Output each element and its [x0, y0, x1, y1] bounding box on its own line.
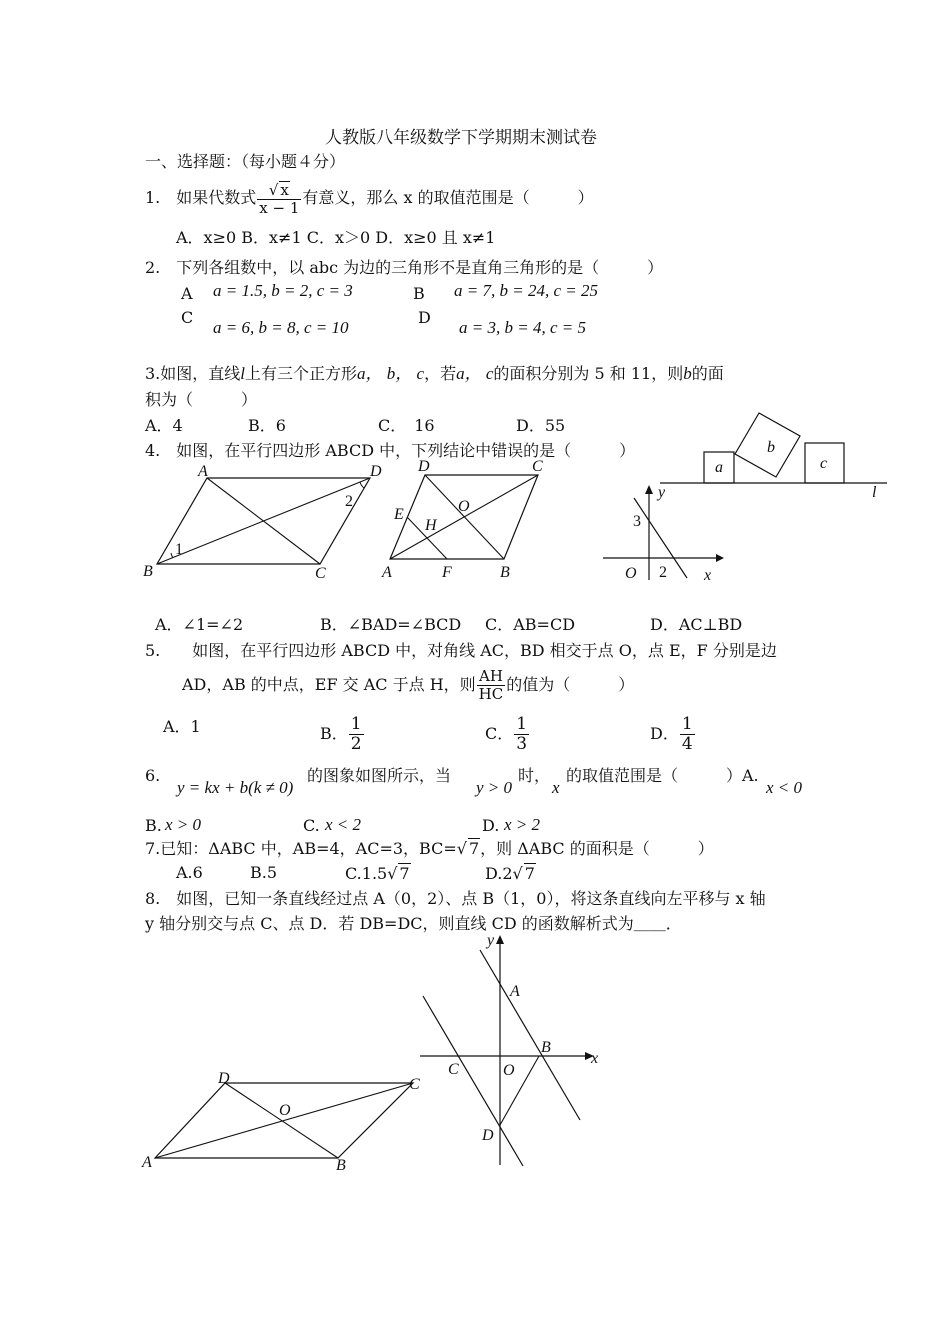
vertex-a-2: A [382, 564, 392, 581]
point-c-8: C [448, 1061, 459, 1078]
point-o-3: O [279, 1102, 291, 1119]
y-intercept-label: 3 [633, 513, 641, 530]
q6-option-d: x > 2 [504, 815, 541, 834]
vertex-d: D [370, 463, 382, 480]
q6-option-c: x < 2 [325, 815, 362, 834]
q5-frac-den: HC [478, 685, 504, 703]
parallelogram-o-figure [138, 1070, 428, 1175]
page-title: 人教版八年级数学下学期期末测试卷 [325, 128, 597, 148]
point-d-8: D [482, 1127, 494, 1144]
diagonal-ac [207, 478, 320, 564]
q6-option-c-label: C. [303, 816, 320, 835]
q7-radicand: 7 [468, 839, 480, 858]
linear-function-graph [598, 480, 728, 590]
q5-option-c [485, 712, 530, 756]
q3-text-e: 的面 [691, 364, 724, 383]
q4-option-c: C．AB=CD [485, 615, 576, 634]
q5-option-c-den: 3 [516, 734, 528, 754]
q5-option-b-num: 1 [350, 714, 362, 734]
q7-option-d-radicand: 7 [524, 864, 535, 883]
q2-option-d: a = 3, b = 4, c = 5 [459, 318, 586, 337]
q3-line2: 积为（ ） [145, 390, 258, 409]
q1-fraction: $\frac{√ x}{x - 1}$ [259, 180, 300, 217]
q3-option-d: D．55 [516, 416, 566, 435]
q5-option-d-num: 1 [681, 714, 693, 734]
q3-option-a: A．4 [145, 416, 183, 435]
line-ab [480, 950, 580, 1120]
q5-option-b [320, 712, 365, 756]
q5-option-d [650, 712, 696, 756]
q2-label-b: B [413, 284, 425, 303]
section-heading: 一、选择题：（每小题４分） [145, 152, 346, 171]
q4-option-d: D．AC⊥BD [650, 615, 743, 634]
y-axis-arrow-8 [496, 935, 504, 944]
q5-fraction [477, 668, 506, 703]
diagonal-bd-3 [225, 1083, 338, 1158]
angle-1-label: 1 [175, 541, 183, 558]
q7-option-d-prefix: D.2 [485, 864, 513, 883]
vertex-a-3: A [142, 1154, 152, 1171]
diagonal-ac-3 [155, 1083, 413, 1158]
vertex-c-2: C [532, 458, 543, 475]
q7-text-b: ，则 ΔABC 的面积是（ ） [480, 839, 714, 858]
q7-stem: 7.已知：ΔABC 中，AB=4，AC=3，BC=√ 7，则 ΔABC 的面积是（ ） [145, 839, 714, 858]
parallelogram-midpoints-figure [380, 455, 555, 585]
q5-option-d-prefix: D． [650, 724, 679, 743]
q5-line1: 5. 如图，在平行四边形 ABCD 中，对角线 AC，BD 相交于点 O，点 E，F 分别是边 [145, 641, 777, 660]
q6-expression: y = kx + b(k ≠ 0) [177, 778, 294, 797]
q3-text-b: 上有三个正方形 [245, 364, 358, 383]
translation-figure [415, 930, 610, 1170]
q5-option-c-num: 1 [516, 714, 528, 734]
x-axis-label: x [704, 567, 712, 584]
label-l: l [872, 484, 877, 501]
q6-text-mid: 的图象如图所示，当 [307, 766, 452, 785]
q5-option-b-den: 2 [350, 734, 362, 754]
q7-option-c-prefix: C.1.5 [345, 864, 388, 883]
q5-text-a: AD，AB 的中点，EF 交 AC 于点 H，则 [182, 675, 476, 694]
q2-option-a: a = 1.5, b = 2, c = 3 [213, 281, 353, 300]
q7-text-a: 7.已知：ΔABC 中，AB=4，AC=3，BC= [145, 839, 457, 858]
q4-option-a: A．∠1=∠2 [155, 615, 244, 634]
q8-line1: 8. 如图，已知一条直线经过点 A（0，2）、点 B（1，0），将这条直线向左平移与 x 轴 [145, 889, 766, 908]
q2-label-c: C [181, 308, 194, 327]
origin-label: O [625, 565, 637, 582]
q3-text-d: 的面积分别为 5 和 11，则 [493, 364, 684, 383]
q2-option-c: a = 6, b = 8, c = 10 [213, 318, 349, 337]
q3-text-a: 3.如图，直线 [145, 364, 241, 383]
q5-option-a: A．1 [163, 717, 201, 736]
q7-option-b: B.5 [250, 863, 278, 882]
q2-stem: 2. 下列各组数中，以 abc 为边的三角形不是直角三角形的是（ ） [145, 258, 664, 277]
y-axis-label: y [658, 484, 666, 501]
q6-text-mid2: 时， [518, 766, 551, 785]
vertex-b-2: B [500, 564, 510, 581]
q4-option-b: B．∠BAD=∠BCD [320, 615, 462, 634]
x-axis-arrow [716, 554, 724, 562]
point-o-8: O [503, 1062, 515, 1079]
vertex-d-3: D [218, 1070, 230, 1087]
q3-line1 [145, 364, 724, 384]
q5-option-c-prefix: C． [485, 724, 514, 743]
vertex-d-2: D [418, 458, 430, 475]
angle-1-arc [171, 553, 173, 558]
q6-text-tail: 的取值范围是（ ）A. [566, 766, 759, 785]
q6-option-a: x < 0 [766, 778, 803, 797]
y-axis-arrow [645, 485, 653, 494]
q1-denominator: x − 1 [259, 198, 300, 217]
q5-text-b: 的值为（ ） [506, 675, 635, 694]
vertex-a: A [198, 463, 208, 480]
diagonal-bd-2 [425, 475, 504, 559]
q2-label-d: D [418, 308, 431, 327]
y-axis-label-8: y [487, 932, 495, 949]
point-h: H [425, 517, 437, 534]
q3-option-c: C． 16 [378, 416, 435, 435]
q7-option-c-radicand: 7 [399, 864, 410, 883]
point-e: E [394, 506, 404, 523]
angle-2-label: 2 [345, 493, 353, 510]
vertex-b-3: B [336, 1157, 346, 1174]
point-f: F [442, 564, 452, 581]
q3-vars-abc: a， b， c [357, 364, 425, 383]
q1-options: A．x≥0 B．x≠1 C．x＞0 D．x≥0 且 x≠1 [176, 228, 496, 247]
q1-suffix: 有意义，那么 x 的取值范围是（ ） [302, 188, 594, 207]
point-o: O [458, 498, 470, 515]
line-cd [423, 996, 523, 1166]
q3-vars-ac: a， c [456, 364, 494, 383]
q3-var-b: b [683, 364, 692, 383]
vertex-b: B [143, 563, 153, 580]
question-1 [145, 180, 594, 217]
q6-condition: y > 0 [476, 778, 513, 797]
q7-option-d: D.2√ 7 [485, 864, 535, 883]
q5-line2 [182, 665, 634, 705]
label-b: b [767, 439, 775, 456]
q1-prefix: 1. 如果代数式 [145, 188, 257, 207]
q3-text-c: ，若 [424, 364, 457, 383]
vertex-c-3: C [409, 1076, 420, 1093]
q6-option-b: x > 0 [165, 815, 202, 834]
q3-var-l: l [240, 364, 246, 383]
q2-label-a: A [181, 284, 193, 303]
label-c: c [820, 455, 828, 472]
q1-numerator: x [280, 180, 289, 199]
angle-2-arc [360, 482, 364, 488]
q2-option-b: a = 7, b = 24, c = 25 [454, 281, 598, 300]
label-a: a [715, 459, 723, 476]
q6-var: x [552, 778, 560, 797]
parallelogram-angles-figure [140, 462, 385, 582]
vertex-c: C [315, 565, 326, 582]
q5-option-d-den: 4 [681, 734, 693, 754]
q6-number: 6. [145, 766, 161, 785]
q8-line2: y 轴分别交与点 C、点 D．若 DB=DC，则直线 CD 的函数解析式为＿＿． [145, 914, 682, 933]
q5-frac-num: AH [477, 668, 506, 686]
x-intercept-label: 2 [659, 564, 667, 581]
q3-option-b: B．6 [248, 416, 286, 435]
q6-option-d-label: D. [482, 816, 500, 835]
point-a-8: A [510, 983, 520, 1000]
point-b-8: B [541, 1039, 551, 1056]
q6-option-b-label: B. [145, 816, 162, 835]
q4-stem: 4. 如图，在平行四边形 ABCD 中，下列结论中错误的是（ ） [145, 441, 636, 460]
q7-option-a: A.6 [176, 863, 203, 882]
x-axis-label-8: x [591, 1050, 599, 1067]
q5-option-b-prefix: B． [320, 724, 348, 743]
q7-option-c: C.1.5√ 7 [345, 864, 410, 883]
